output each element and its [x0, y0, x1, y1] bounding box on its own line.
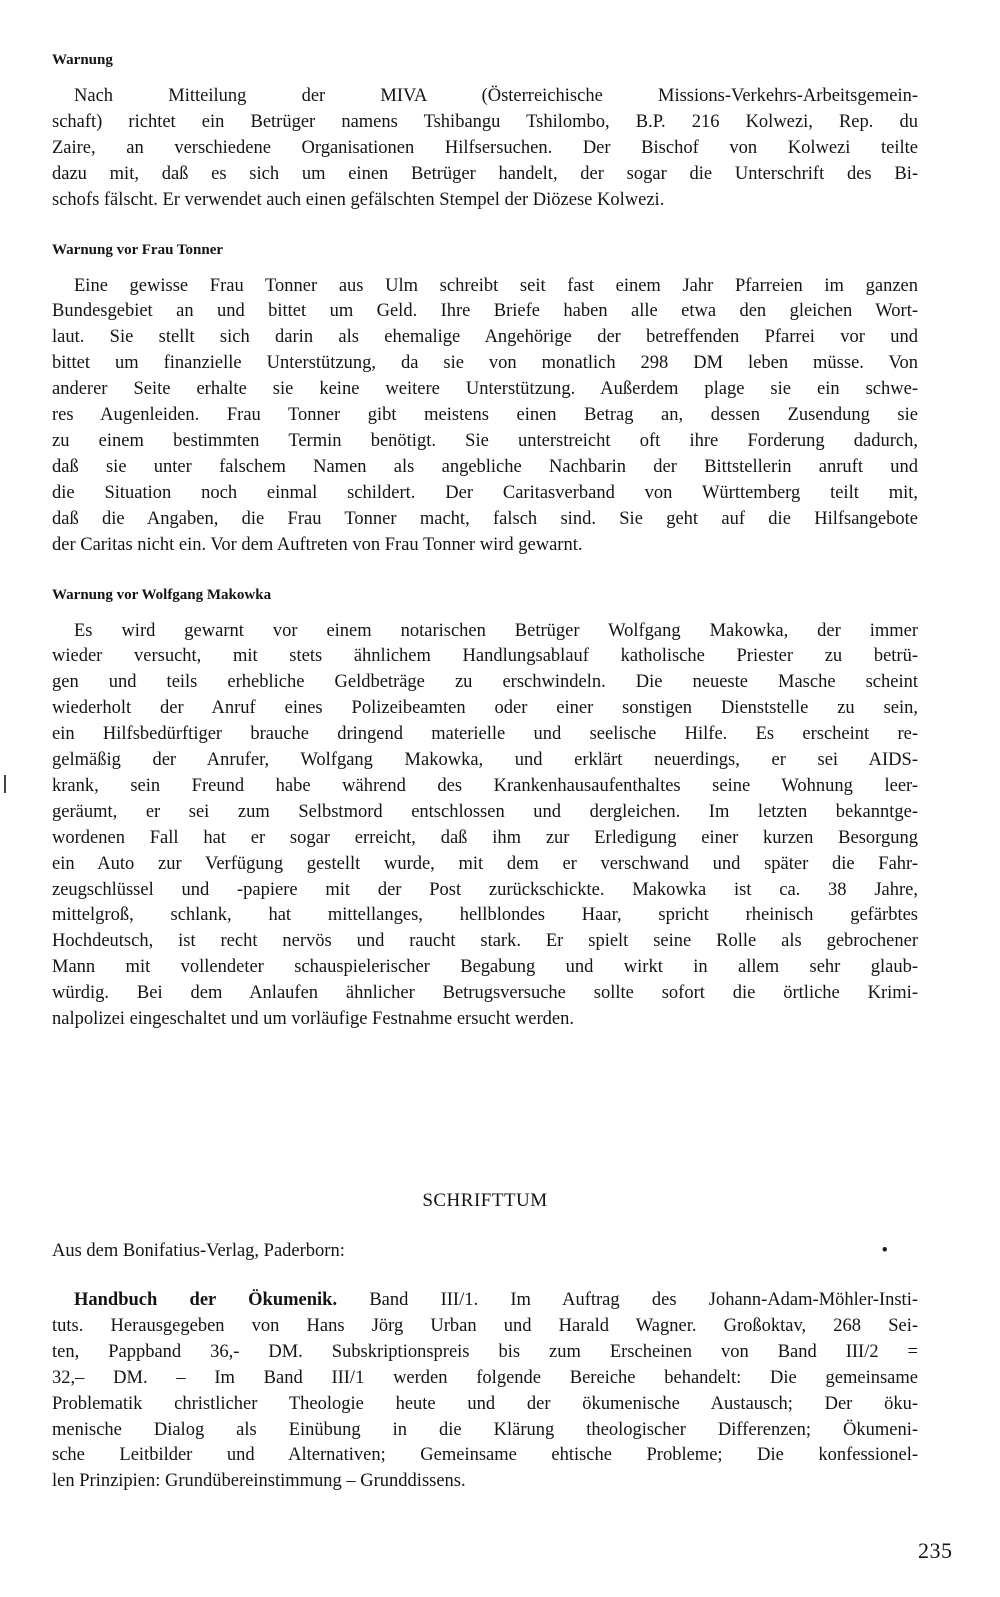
text-line: mittelgroß, schlank, hat mittellanges, hellblondes Haar, spricht rheinisch gefärbtes	[52, 905, 918, 926]
text-line: menische Dialog als Einübung in die Klärung theologischer Differenzen; Ökumeni-	[52, 1419, 918, 1440]
book-line-rest: Band III/1. Im Auftrag des Johann-Adam-Möhler-Insti-	[337, 1290, 918, 1310]
text-line: zeugschlüssel und -papiere mit der Post zurückschickte. Makowka ist ca. 38 Jahre,	[52, 879, 918, 900]
text-line: zu einem bestimmten Termin benötigt. Sie unterstreicht oft ihre Forderung dadurch,	[52, 430, 918, 451]
text-line: Es wird gewarnt vor einem notarischen Betrüger Wolfgang Makowka, der immer	[74, 620, 918, 641]
text-line: len Prinzipien: Grundübereinstimmung – Grunddissens.	[52, 1471, 466, 1492]
text-line: 32,– DM. – Im Band III/1 werden folgende Bereiche behandelt: Die gemeinsame	[52, 1367, 918, 1388]
text-line: Mann mit vollendeter schauspielerischer Begabung und wirkt in allem sehr glaub-	[52, 957, 918, 978]
text-line: wiederholt der Anruf eines Polizeibeamten oder einer sonstigen Dienststelle zu sein,	[52, 698, 918, 719]
text-line: tuts. Herausgegeben von Hans Jörg Urban und Harald Wagner. Großoktav, 268 Sei-	[52, 1315, 918, 1336]
margin-mark	[4, 775, 6, 793]
text-line: res Augenleiden. Frau Tonner gibt meistens einen Betrag an, dessen Zusendung sie	[52, 405, 918, 426]
text-line: schaft) richtet ein Betrüger namens Tshibangu Tshilombo, B.P. 216 Kolwezi, Rep. du	[52, 111, 918, 132]
section-body	[52, 84, 918, 214]
text-line: die Situation noch einmal schildert. Der Caritasverband von Württemberg teilt mit,	[52, 482, 918, 503]
text-line: laut. Sie stellt sich darin als ehemalige Angehörige der betreffenden Pfarrei vor und	[52, 327, 918, 348]
section-heading: Warnung vor Wolfgang Makowka	[52, 586, 272, 603]
text-line: anderer Seite erhalte sie keine weitere Unterstützung. Außerdem plage sie ein schwe-	[52, 379, 918, 400]
text-line: der Caritas nicht ein. Vor dem Auftreten von Frau Tonner wird gewarnt.	[52, 534, 583, 555]
section-body	[52, 619, 918, 1034]
text-line: ein Auto zur Verfügung gestellt wurde, mit dem er verschwand und später die Fahr-	[52, 853, 918, 874]
section-heading: Warnung	[52, 52, 113, 68]
text-line: ein Hilfsbedürftiger brauche dringend materielle und seelische Hilfe. Es erscheint re-	[52, 724, 918, 745]
text-line: ten, Pappband 36,- DM. Subskriptionspreis bis zum Erscheinen von Band III/2 =	[52, 1341, 918, 1362]
text-line: wieder versucht, mit stets ähnlichem Handlungsablauf katholische Priester zu betrü-	[52, 646, 918, 667]
text-line: Nach Mitteilung der MIVA (Österreichische Missions-Verkehrs-Arbeitsgemein-	[74, 86, 918, 106]
schrifttum-title: SCHRIFTTUM	[422, 1190, 548, 1211]
text-line: nalpolizei eingeschaltet und um vorläufige Festnahme ersucht werden.	[52, 1009, 574, 1030]
page-number: 235	[918, 1538, 953, 1563]
section-body	[52, 274, 918, 559]
text-line: Hochdeutsch, ist recht nervös und raucht stark. Er spielt seine Rolle als gebrochener	[52, 931, 918, 952]
section-heading: Warnung vor Frau Tonner	[52, 241, 224, 258]
text-line: würdig. Bei dem Anlaufen ähnlicher Betrugsversuche sollte sofort die örtliche Krimi-	[52, 983, 918, 1004]
text-line: geräumt, er sei zum Selbstmord entschlossen und dergleichen. Im letzten bekanntge-	[52, 801, 918, 822]
section-warnung-tonner	[52, 240, 918, 559]
text-line: Problematik christlicher Theologie heute und der ökumenische Austausch; Der öku-	[52, 1393, 918, 1414]
publisher-text: Aus dem Bonifatius-Verlag, Paderborn:	[52, 1241, 345, 1261]
book-entry	[52, 1288, 918, 1495]
section-warnung-makowka	[52, 585, 918, 1034]
text-line: gelmäßig der Anrufer, Wolfgang Makowka, und erklärt neuerdings, er sei AIDS-	[52, 750, 918, 771]
text-line	[52, 1288, 918, 1314]
text-line: Bundesgebiet an und bittet um Geld. Ihre Briefe haben alle etwa den gleichen Wort-	[52, 301, 918, 322]
section-warnung	[52, 50, 918, 214]
page	[52, 50, 953, 1563]
text-line: Eine gewisse Frau Tonner aus Ulm schreibt seit fast einem Jahr Pfarreien im ganzen	[74, 275, 918, 296]
text-line: daß die Angaben, die Frau Tonner macht, falsch sind. Sie geht auf die Hilfsangebote	[52, 508, 918, 529]
book-title: Handbuch der Ökumenik.	[74, 1290, 338, 1310]
text-line: Zaire, an verschiedene Organisationen Hilfsersuchen. Der Bischof von Kolwezi teilte	[52, 137, 918, 158]
text-line: bittet um finanzielle Unterstützung, da sie von monatlich 298 DM leben müsse. Von	[52, 353, 918, 374]
text-line: daß sie unter falschem Namen als angebliche Nachbarin der Bittstellerin anruft und	[52, 456, 918, 477]
text-line: dazu mit, daß es sich um einen Betrüger handelt, der sogar die Unterschrift des Bi-	[52, 163, 918, 184]
bullet-mark: •	[881, 1241, 888, 1261]
text-line: schofs fälscht. Er verwendet auch einen gefälschten Stempel der Diözese Kolwezi.	[52, 189, 665, 210]
publisher-line	[52, 1238, 918, 1264]
text-line: gen und teils erhebliche Geldbeträge zu erschwindeln. Die neueste Masche scheint	[52, 672, 918, 693]
text-line: wordenen Fall hat er sogar erreicht, daß ihm zur Erledigung einer kurzen Besorgung	[52, 827, 918, 848]
text-line: krank, sein Freund habe während des Krankenhausaufenthaltes seine Wohnung leer-	[52, 775, 918, 796]
text-line: sche Leitbilder und Alternativen; Gemeinsame ehtische Probleme; Die konfessionel-	[52, 1445, 918, 1466]
